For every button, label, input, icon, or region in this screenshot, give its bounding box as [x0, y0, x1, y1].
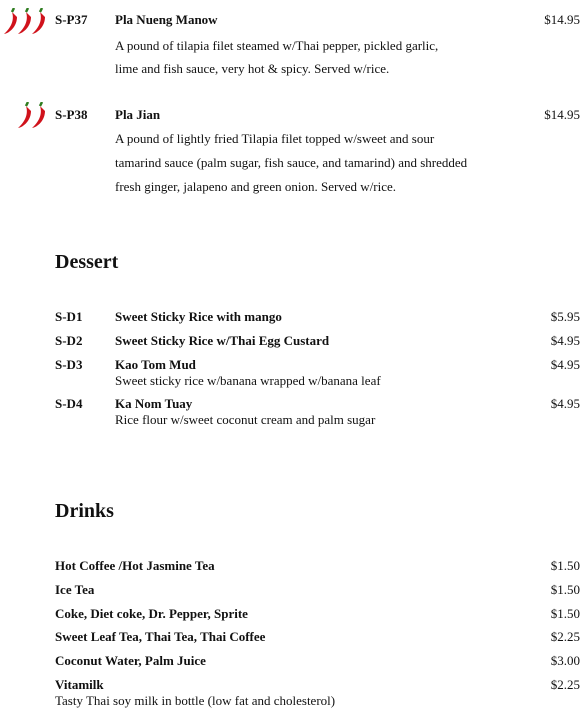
item-description-line: A pound of lightly fried Tilapia filet topped w/sweet and sour: [115, 131, 435, 146]
item-price: $1.50: [550, 558, 580, 573]
item-price: $14.95: [544, 12, 580, 27]
item-code: S-P37: [55, 12, 88, 27]
item-name: Kao Tom Mud: [115, 357, 196, 372]
item-name: Sweet Leaf Tea, Thai Tea, Thai Coffee: [55, 629, 266, 644]
item-description: Sweet sticky rice w/banana wrapped w/banana leaf: [115, 373, 381, 388]
item-price: $14.95: [544, 107, 580, 122]
item-name: Ice Tea: [55, 582, 95, 597]
item-name: Vitamilk: [55, 677, 104, 692]
item-name: Ka Nom Tuay: [115, 396, 193, 411]
item-name: Sweet Sticky Rice with mango: [115, 309, 282, 324]
item-code: S-D3: [55, 357, 83, 372]
item-price: $3.00: [550, 653, 580, 668]
item-code: S-D4: [55, 396, 83, 411]
item-description: Rice flour w/sweet coconut cream and palm sugar: [115, 412, 376, 427]
item-price: $4.95: [550, 333, 580, 348]
item-price: $4.95: [550, 357, 580, 372]
item-description-line: tamarind sauce (palm sugar, fish sauce, and tamarind) and shredded: [115, 155, 468, 170]
item-description: Tasty Thai soy milk in bottle (low fat and cholesterol): [55, 693, 336, 708]
two-chili-pepper-icon: [14, 102, 52, 132]
item-description-line: A pound of tilapia filet steamed w/Thai pepper, pickled garlic,: [115, 38, 439, 53]
item-code: S-P38: [55, 107, 88, 122]
item-price: $2.25: [550, 677, 580, 692]
item-price: $4.95: [550, 396, 580, 411]
item-price: $2.25: [550, 629, 580, 644]
section-heading-drinks: Drinks: [55, 500, 114, 522]
three-chili-pepper-icon: [0, 8, 52, 38]
item-name: Sweet Sticky Rice w/Thai Egg Custard: [115, 333, 330, 348]
item-name: Pla Jian: [115, 107, 161, 122]
item-description-line: lime and fish sauce, very hot & spicy. Served w/rice.: [115, 61, 390, 76]
item-price: $1.50: [550, 582, 580, 597]
item-price: $5.95: [550, 309, 580, 324]
item-name: Hot Coffee /Hot Jasmine Tea: [55, 558, 215, 573]
item-code: S-D2: [55, 333, 83, 348]
item-name: Coke, Diet coke, Dr. Pepper, Sprite: [55, 606, 248, 621]
item-description-line: fresh ginger, jalapeno and green onion. Served w/rice.: [115, 179, 397, 194]
item-price: $1.50: [550, 606, 580, 621]
item-code: S-D1: [55, 309, 83, 324]
item-name: Pla Nueng Manow: [115, 12, 218, 27]
section-heading-dessert: Dessert: [55, 251, 119, 273]
item-name: Coconut Water, Palm Juice: [55, 653, 206, 668]
